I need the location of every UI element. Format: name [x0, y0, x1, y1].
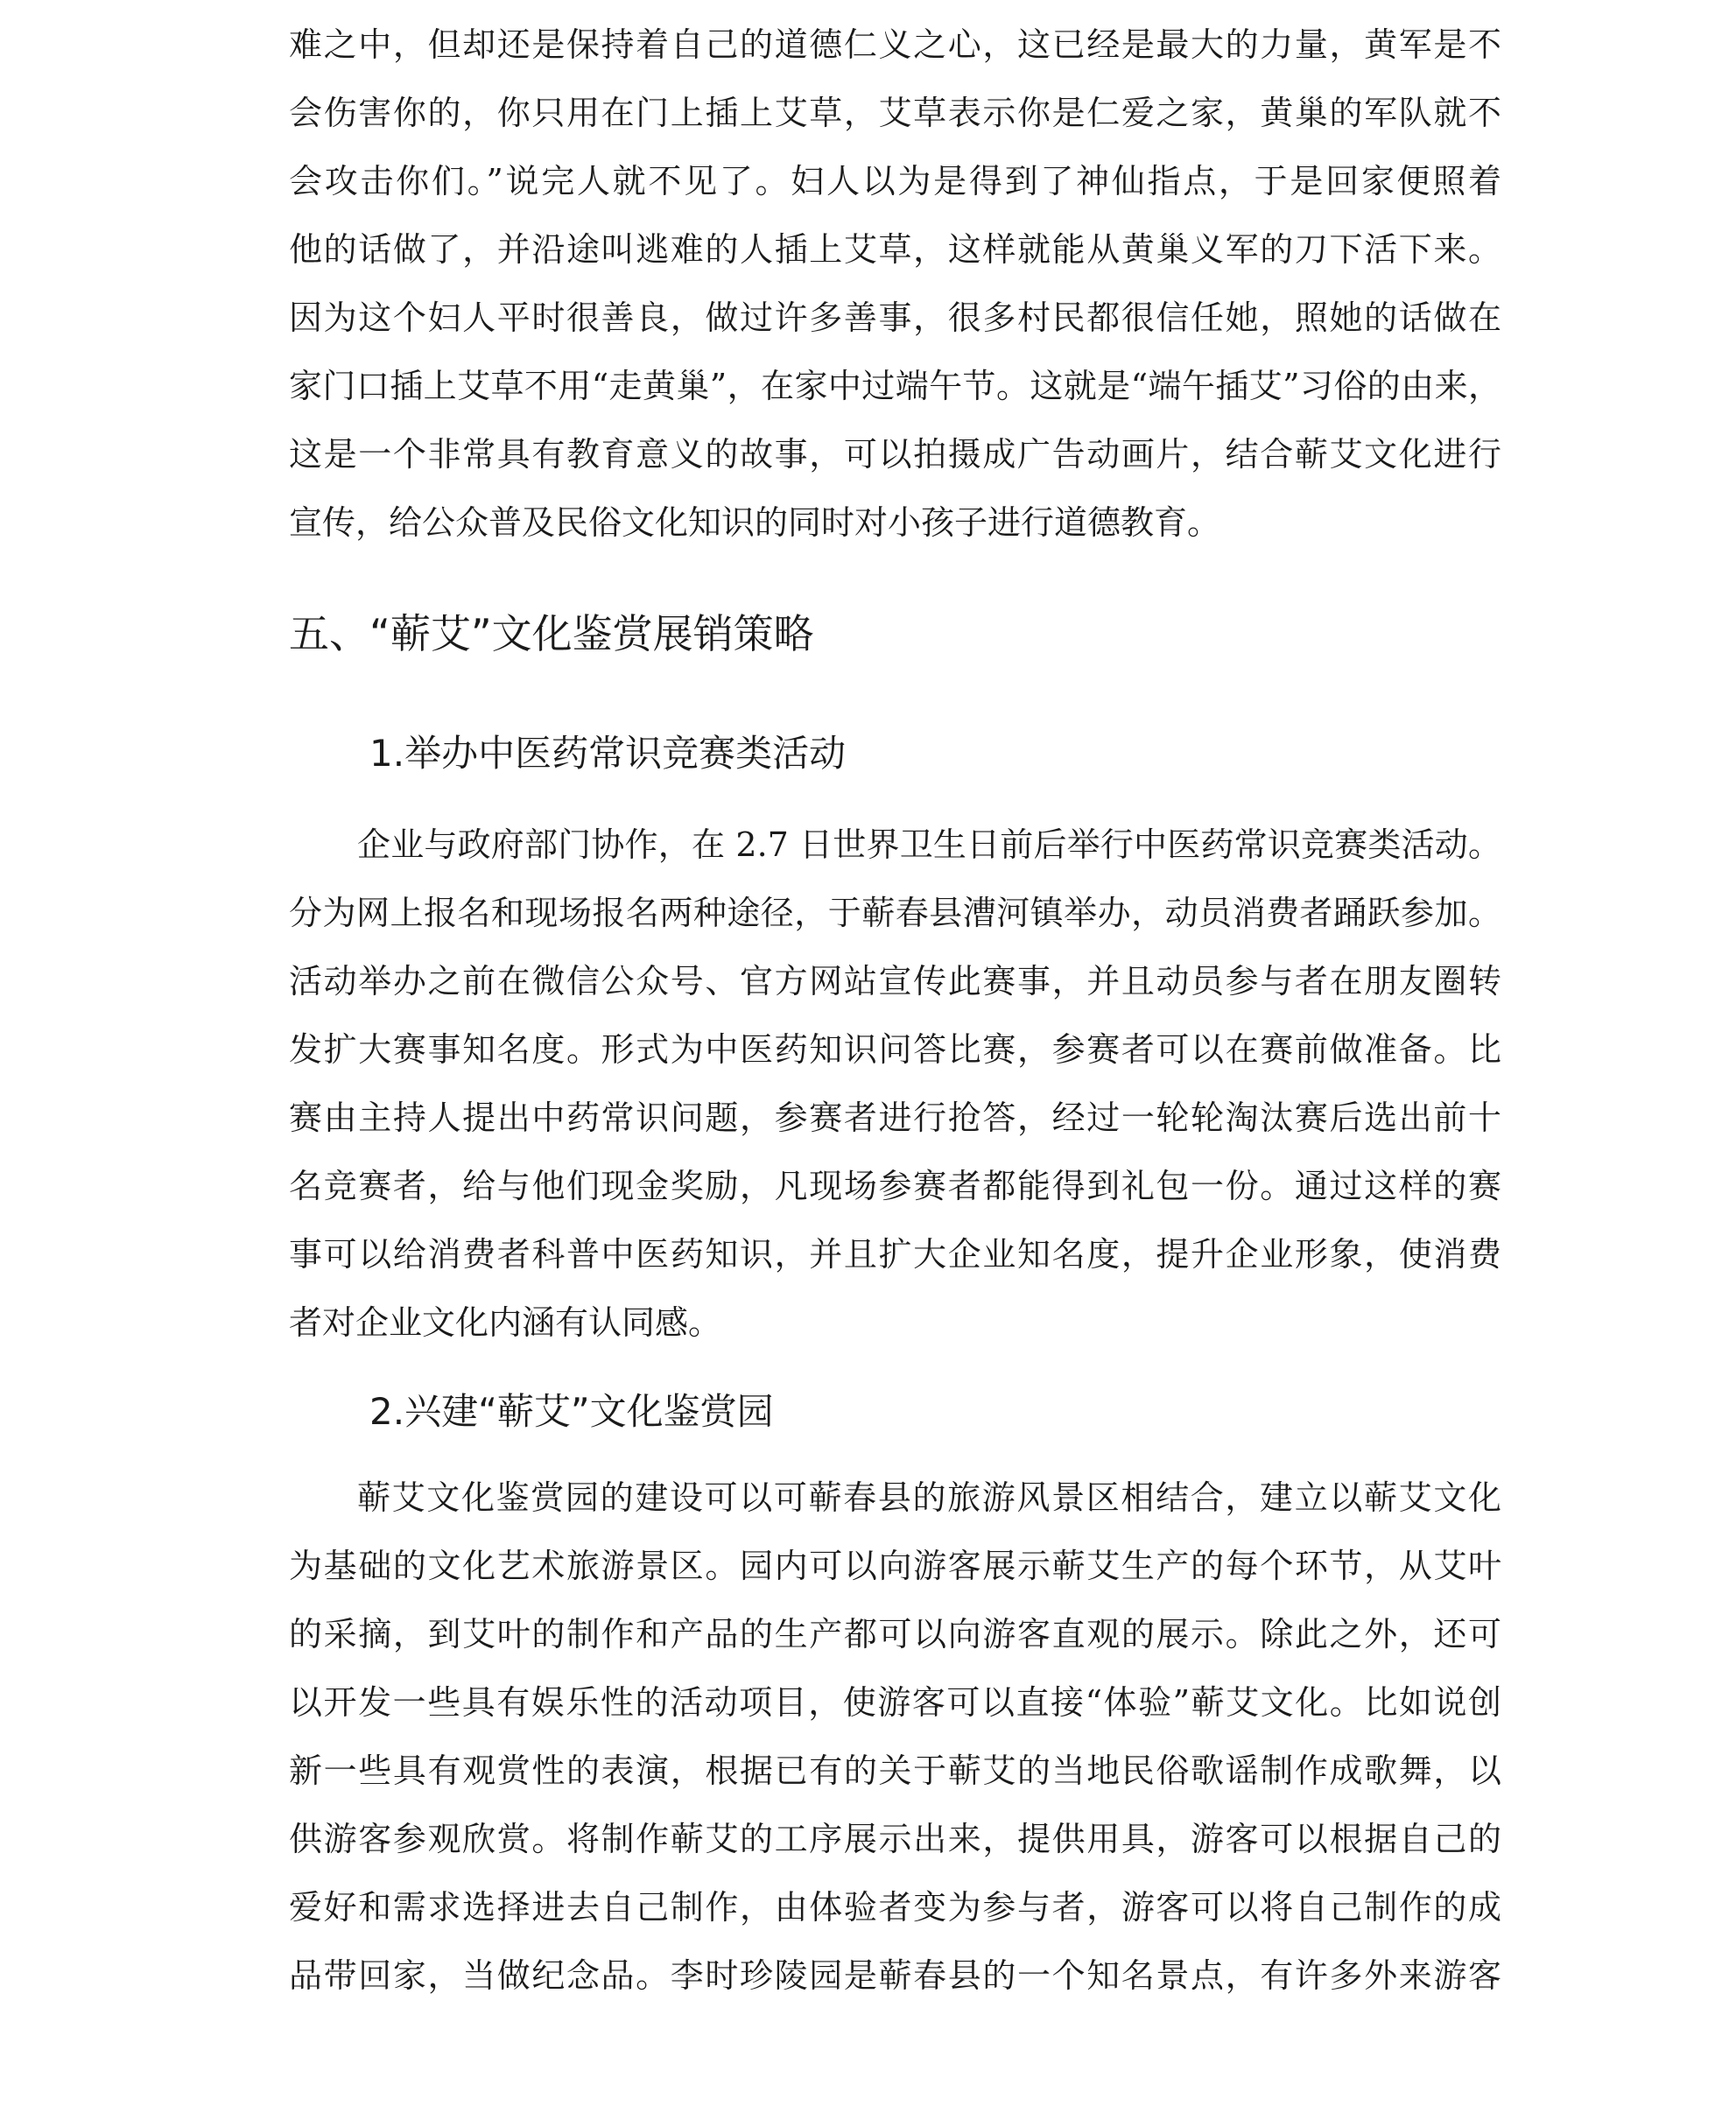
- text-line: 企业与政府部门协作，在 2.7 日世界卫生日前后举行中医药常识竞赛类活动。: [357, 825, 1501, 864]
- text-line: 发扩大赛事知名度。形式为中医药知识问答比赛，参赛者可以在赛前做准备。比: [289, 1030, 1501, 1069]
- paragraph-story-ending: [289, 11, 1501, 557]
- text-line: 因为这个妇人平时很善良，做过许多善事，很多村民都很信任她，照她的话做在: [289, 298, 1501, 337]
- text-line: 蕲艾文化鉴赏园的建设可以可蕲春县的旅游风景区相结合，建立以蕲艾文化: [357, 1478, 1501, 1517]
- text-line: 新一些具有观赏性的表演，根据已有的关于蕲艾的当地民俗歌谣制作成歌舞，以: [289, 1751, 1501, 1790]
- text-line: 品带回家，当做纪念品。李时珍陵园是蕲春县的一个知名景点，有许多外来游客: [289, 1956, 1501, 1995]
- text-line: 名竞赛者，给与他们现金奖励，凡现场参赛者都能得到礼包一份。通过这样的赛: [289, 1167, 1501, 1205]
- text-line: 爱好和需求选择进去自己制作，由体验者变为参与者，游客可以将自己制作的成: [289, 1888, 1501, 1927]
- text-line: 他的话做了，并沿途叫逃难的人插上艾草，这样就能从黄巢义军的刀下活下来。: [289, 230, 1501, 269]
- text-line: 以开发一些具有娱乐性的活动项目，使游客可以直接“体验”蕲艾文化。比如说创: [289, 1683, 1501, 1722]
- text-line: 会攻击你们。”说完人就不见了。妇人以为是得到了神仙指点，于是回家便照着: [289, 162, 1501, 200]
- paragraph-culture-garden: [289, 1464, 1501, 2010]
- section-heading: 五、“蕲艾”文化鉴赏展销策略: [289, 610, 814, 657]
- text-line: 难之中，但却还是保持着自己的道德仁义之心，这已经是最大的力量，黄军是不: [289, 25, 1501, 64]
- text-line: 家门口插上艾草不用“走黄巢”，在家中过端午节。这就是“端午插艾”习俗的由来，: [289, 367, 1501, 405]
- text-line: 这是一个非常具有教育意义的故事，可以拍摄成广告动画片，结合蕲艾文化进行: [289, 435, 1501, 474]
- text-line: 供游客参观欣赏。将制作蕲艾的工序展示出来，提供用具，游客可以根据自己的: [289, 1820, 1501, 1858]
- text-line: 会伤害你的，你只用在门上插上艾草，艾草表示你是仁爱之家，黄巢的军队就不: [289, 94, 1501, 132]
- text-line: 事可以给消费者科普中医药知识，并且扩大企业知名度，提升企业形象，使消费: [289, 1235, 1501, 1274]
- text-line: 者对企业文化内涵有认同感。: [289, 1303, 722, 1342]
- text-line: 活动举办之前在微信公众号、官方网站宣传此赛事，并且动员参与者在朋友圈转: [289, 962, 1501, 1000]
- paragraph-competition: [289, 811, 1501, 1357]
- text-line: 宣传，给公众普及民俗文化知识的同时对小孩子进行道德教育。: [289, 503, 1221, 542]
- text-line: 的采摘，到艾叶的制作和产品的生产都可以向游客直观的展示。除此之外，还可: [289, 1615, 1501, 1653]
- text-line: 赛由主持人提出中药常识问题，参赛者进行抢答，经过一轮轮淘汰赛后选出前十: [289, 1099, 1501, 1137]
- text-line: 分为网上报名和现场报名两种途径，于蕲春县漕河镇举办，动员消费者踊跃参加。: [289, 894, 1501, 932]
- text-line: 为基础的文化艺术旅游景区。园内可以向游客展示蕲艾生产的每个环节，从艾叶: [289, 1547, 1501, 1585]
- subsection-heading-2: 2.兴建“蕲艾”文化鉴赏园: [369, 1390, 774, 1433]
- subsection-heading-1: 1.举办中医药常识竞赛类活动: [369, 732, 847, 775]
